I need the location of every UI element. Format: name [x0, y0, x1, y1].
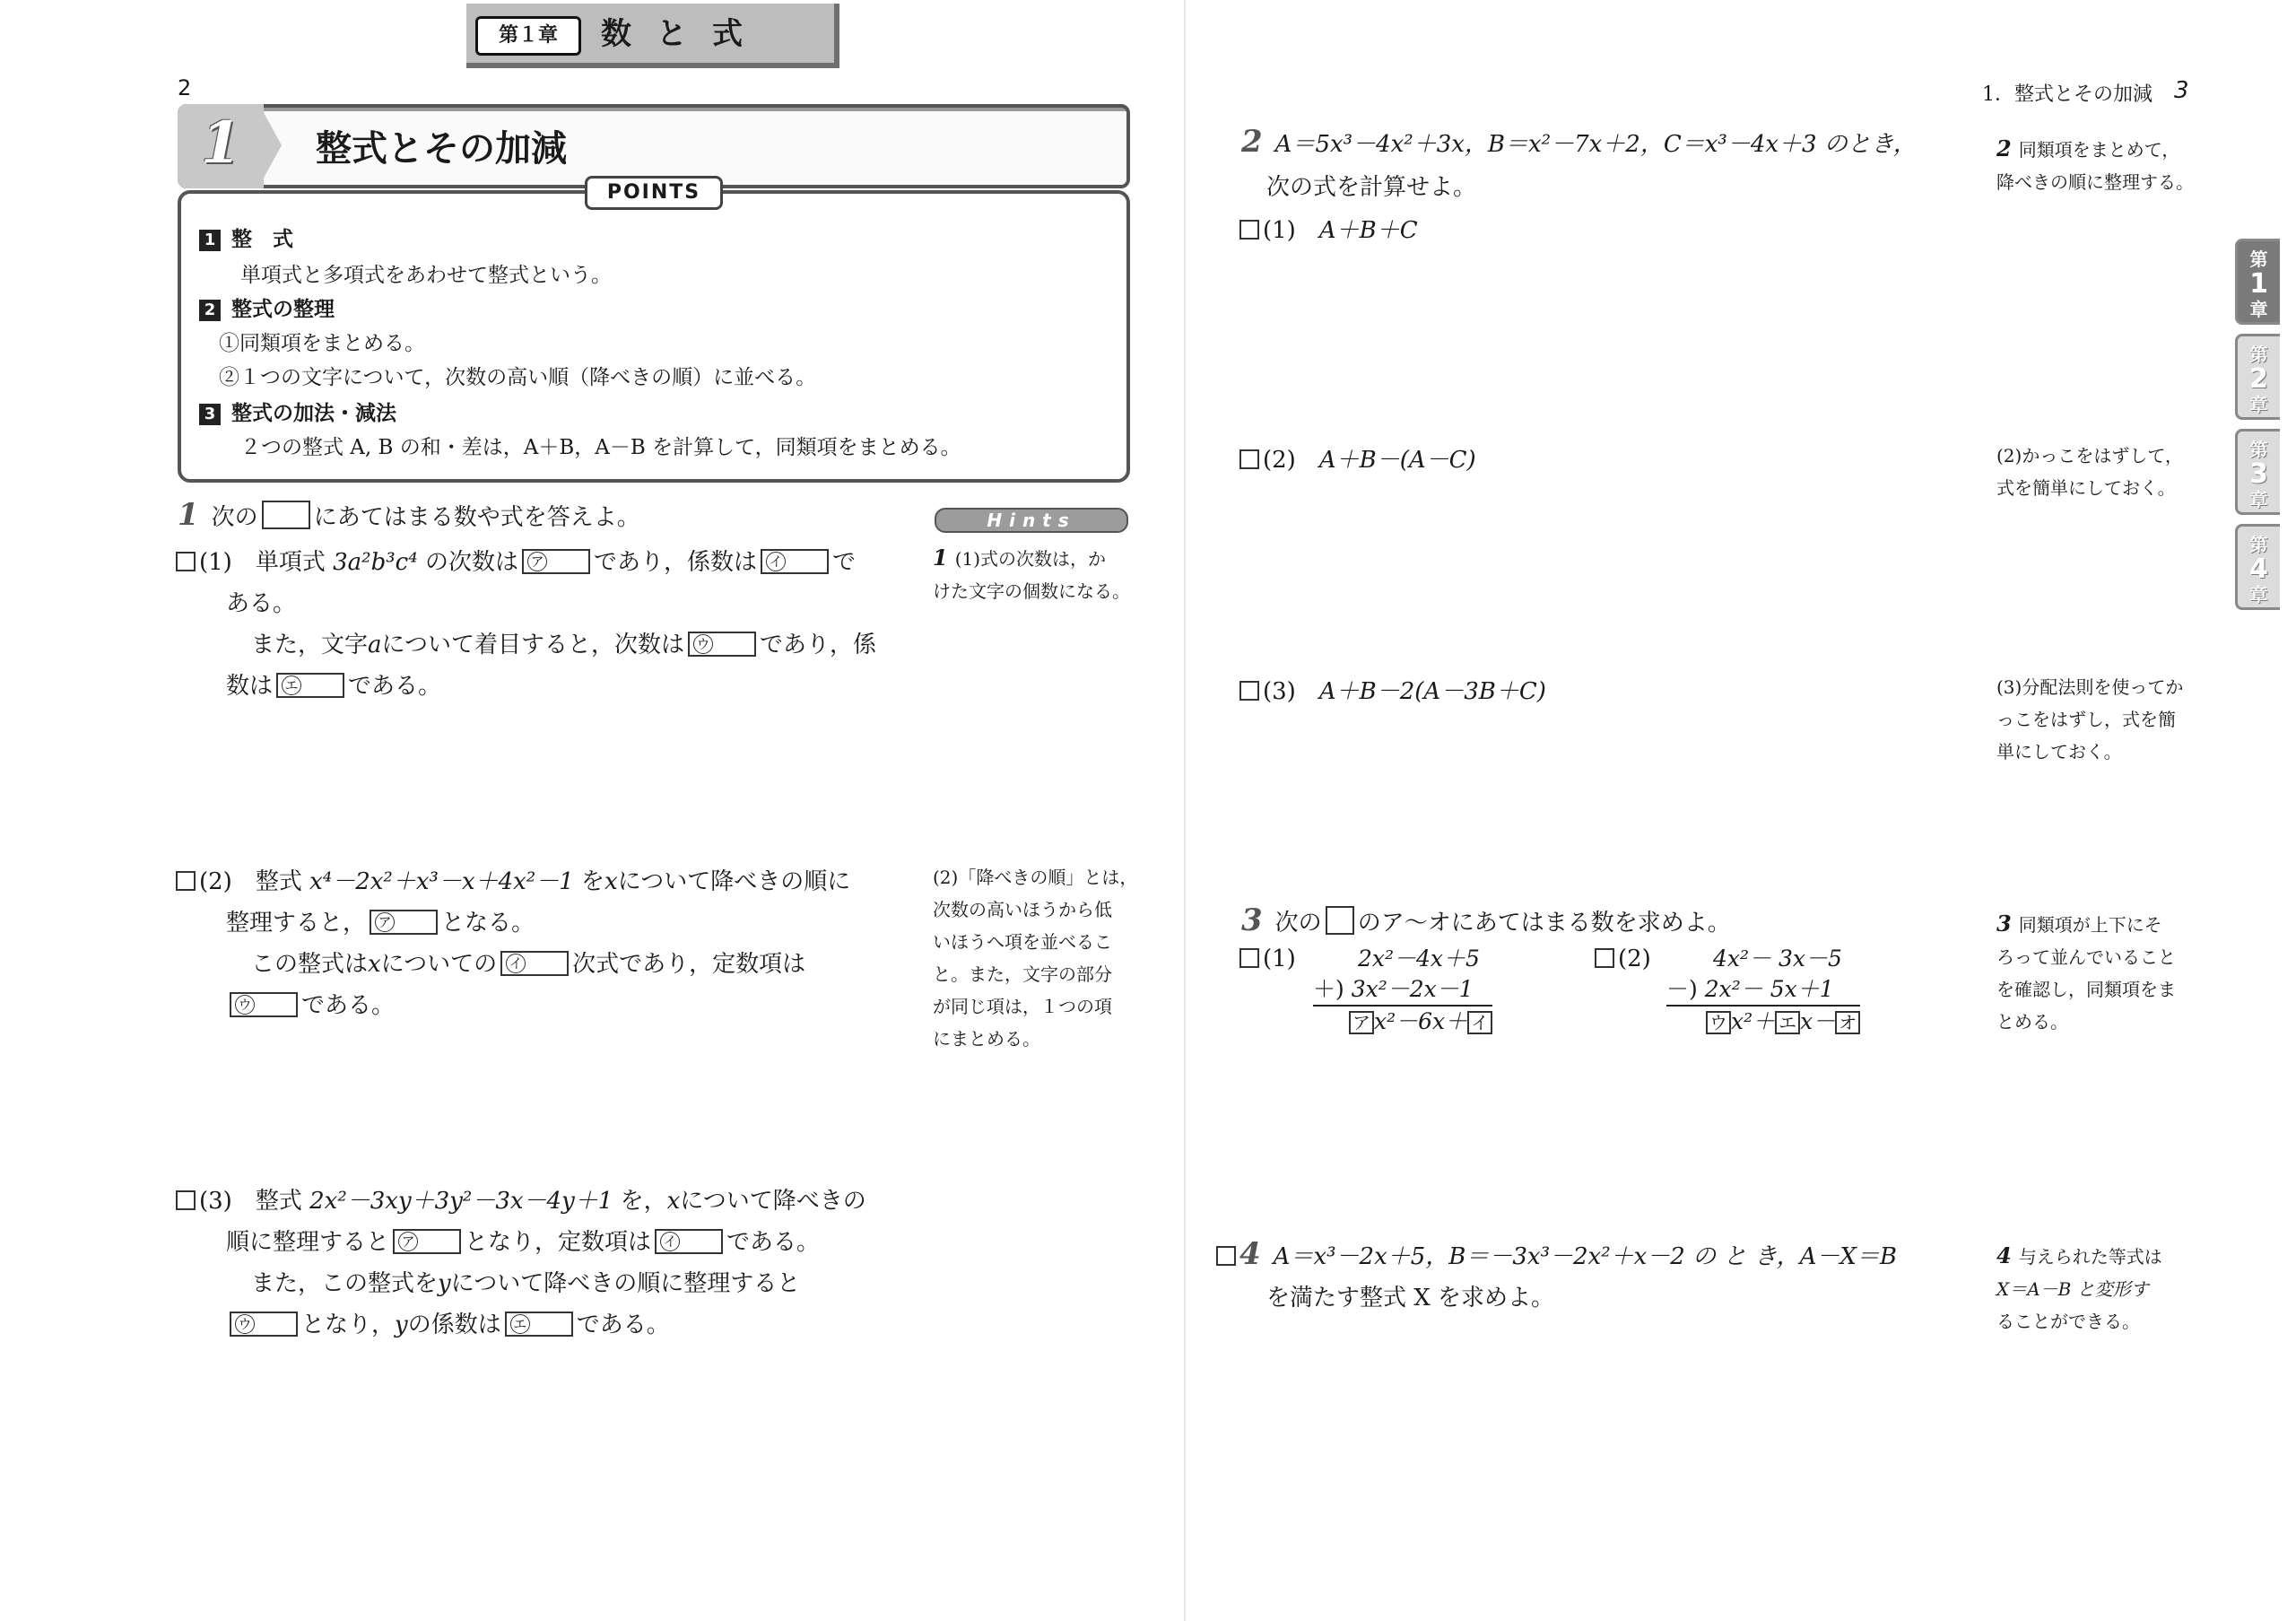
- problem-1-2-line1: (2) 整式 x⁴－2x²＋x³－x＋4x²－1 をxについて降べきの順に: [176, 863, 850, 896]
- problem-4-line1: 4 A＝x³－2x＋5，B＝－3x³－2x²＋x－2 の と き，A－X＝B: [1216, 1236, 1897, 1272]
- chapter-tab-3[interactable]: 第 3 章: [2235, 429, 2280, 515]
- problem-2-number: 2: [1241, 124, 1263, 160]
- answer-box-e[interactable]: エ: [276, 673, 344, 698]
- problem-1-1-line3: また，文字aについて着目すると，次数は ウ であり，係: [251, 632, 877, 658]
- problem-3-number: 3: [1241, 902, 1263, 938]
- point-2-text-1: ①同類項をまとめる。: [219, 332, 425, 355]
- answer-box-i[interactable]: イ: [655, 1229, 723, 1254]
- hint-2-2: (2)かっこをはずして， 式を簡単にしておく。: [1996, 445, 2183, 499]
- checkbox[interactable]: [1216, 1246, 1236, 1266]
- chapter-tab-1[interactable]: 第 1 章: [2235, 239, 2280, 325]
- points-tab: POINTS: [585, 176, 723, 210]
- chapter-tab-2[interactable]: 第 2 章: [2235, 334, 2280, 420]
- problem-3-1-arith: 2x²－4x＋5 ＋) 3x²－2x－1 ア x²－6x＋ イ: [1313, 944, 1492, 1037]
- left-page-number: 2: [178, 75, 192, 100]
- right-page-number: 3: [2174, 77, 2189, 104]
- problem-4-number: 4: [1239, 1236, 1261, 1272]
- section-arrow-icon: [262, 109, 282, 181]
- hint-1: 1 (1)式の次数は，か けた文字の個数になる。: [933, 545, 1130, 602]
- problem-1-number: 1: [178, 497, 199, 533]
- problem-2-line2: 次の式を計算せよ。: [1266, 174, 1477, 201]
- answer-box-u[interactable]: ウ: [230, 1312, 298, 1337]
- problem-2-line1: 2 A＝5x³－4x²＋3x，B＝x²－7x＋2，C＝x³－4x＋3 のとき，: [1241, 124, 1917, 160]
- problem-4-line2: を満たす整式 X を求めよ。: [1266, 1285, 1555, 1312]
- checkbox[interactable]: [1595, 948, 1614, 968]
- chapter-title: 数と式: [601, 16, 768, 52]
- checkbox[interactable]: [176, 1190, 196, 1210]
- problem-3-2-label: (2): [1595, 946, 1651, 972]
- problem-3-2-arith: 4x²－ 3x－5 －) 2x²－ 5x＋1 ウ x²＋ エ x－ オ: [1666, 944, 1860, 1037]
- hint-4: 4 与えられた等式は X＝A－B と変形す ることができる。: [1996, 1242, 2162, 1332]
- answer-box-u[interactable]: ウ: [688, 632, 756, 657]
- problem-1-1-line1: (1) 単項式 3a²b³c⁴ の次数は ア であり，係数は イ で: [176, 544, 856, 577]
- chapter-number-label: 第１章: [475, 16, 581, 56]
- problem-1-2-line2: 整理すると， ア となる。: [226, 910, 535, 937]
- problem-1-3-line1: (3) 整式 2x²－3xy＋3y²－3x－4y＋1 を，xについて降べきの: [176, 1182, 866, 1216]
- section-title: 整式とその加減: [316, 128, 567, 170]
- checkbox[interactable]: [1239, 449, 1259, 469]
- answer-box-a[interactable]: ア: [370, 910, 438, 935]
- hints-tab: Hints: [935, 508, 1128, 533]
- answer-box-a[interactable]: ア: [393, 1229, 461, 1254]
- point-1-heading: 1 整 式: [199, 222, 293, 252]
- answer-box-u[interactable]: ウ: [230, 992, 298, 1017]
- point-1-text: 単項式と多項式をあわせて整式という。: [240, 264, 612, 287]
- blank-box-icon: [1326, 906, 1354, 935]
- problem-1-2-line4: ウ である。: [226, 987, 395, 1020]
- point-3-text: ２つの整式 A, B の和・差は，A＋B，A－B を計算して，同類項をまとめる。: [240, 436, 961, 459]
- running-head: 1．整式とその加減: [1982, 83, 2152, 106]
- blank-box-icon: [262, 501, 310, 529]
- problem-2-2: (2) A＋B－(A－C): [1239, 441, 1476, 475]
- chapter-tab-4[interactable]: 第 4 章: [2235, 524, 2280, 610]
- problem-1-3-line4: ウ となり，yの係数は エ である。: [226, 1306, 670, 1339]
- section-number-block: [178, 104, 264, 188]
- problem-2-3: (3) A＋B－2(A－3B＋C): [1239, 673, 1546, 706]
- problem-1-3-line3: また，この整式をyについて降べきの順に整理すると: [251, 1270, 801, 1297]
- answer-box-a[interactable]: ア: [522, 549, 590, 574]
- problem-3-intro: 3 次の のア～オにあてはまる数を求めよ。: [1241, 902, 1731, 938]
- checkbox[interactable]: [176, 552, 196, 571]
- problem-1-1-line2: ある。: [226, 590, 297, 617]
- page-gutter: [1184, 0, 1186, 1621]
- hint-1-2: (2)「降べきの順」とは， 次数の高いほうから低 いほうへ項を並べるこ と。また，文字の部分 が同じ項は，１つの項 にまとめる。: [933, 867, 1138, 1050]
- section-number: 1: [201, 109, 241, 177]
- point-1-mark: 1: [199, 230, 221, 251]
- answer-box-a[interactable]: ア: [1349, 1011, 1374, 1034]
- answer-box-u[interactable]: ウ: [1706, 1011, 1731, 1034]
- problem-1-2-line3: この整式はxについての イ 次式であり，定数項は: [251, 951, 806, 978]
- answer-box-i[interactable]: イ: [1467, 1011, 1492, 1034]
- problem-1-intro: 1 次の にあてはまる数や式を答えよ。: [178, 497, 640, 533]
- point-3-heading: 3 整式の加法・減法: [199, 397, 396, 426]
- answer-box-o[interactable]: オ: [1835, 1011, 1860, 1034]
- chapter-header: [466, 4, 839, 68]
- answer-box-i[interactable]: イ: [761, 549, 829, 574]
- problem-3-1-label: (1): [1239, 946, 1296, 972]
- point-2-heading: 2 整式の整理: [199, 292, 335, 322]
- point-2-text-2: ②１つの文字について，次数の高い順（降べきの順）に並べる。: [219, 366, 817, 389]
- checkbox[interactable]: [1239, 681, 1259, 701]
- problem-1-1-line4: 数は エ である。: [226, 673, 442, 700]
- problem-2-1: (1) A＋B＋C: [1239, 212, 1418, 245]
- checkbox[interactable]: [1239, 220, 1259, 240]
- hint-2: 2 同類項をまとめて， 降べきの順に整理する。: [1996, 135, 2194, 193]
- hint-3: 3 同類項が上下にそ ろって並んでいること を確認し，同類項をま とめる。: [1996, 911, 2176, 1033]
- checkbox[interactable]: [1239, 948, 1259, 968]
- point-2-mark: 2: [199, 300, 221, 321]
- hint-2-3: (3)分配法則を使ってか っこをはずし，式を簡 単にしておく。: [1996, 676, 2184, 763]
- checkbox[interactable]: [176, 871, 196, 891]
- answer-box-i[interactable]: イ: [500, 951, 569, 976]
- problem-1-3-line2: 順に整理すると ア となり，定数項は イ である。: [226, 1229, 821, 1256]
- point-3-mark: 3: [199, 404, 221, 425]
- answer-box-e[interactable]: エ: [505, 1312, 573, 1337]
- answer-box-e[interactable]: エ: [1775, 1011, 1800, 1034]
